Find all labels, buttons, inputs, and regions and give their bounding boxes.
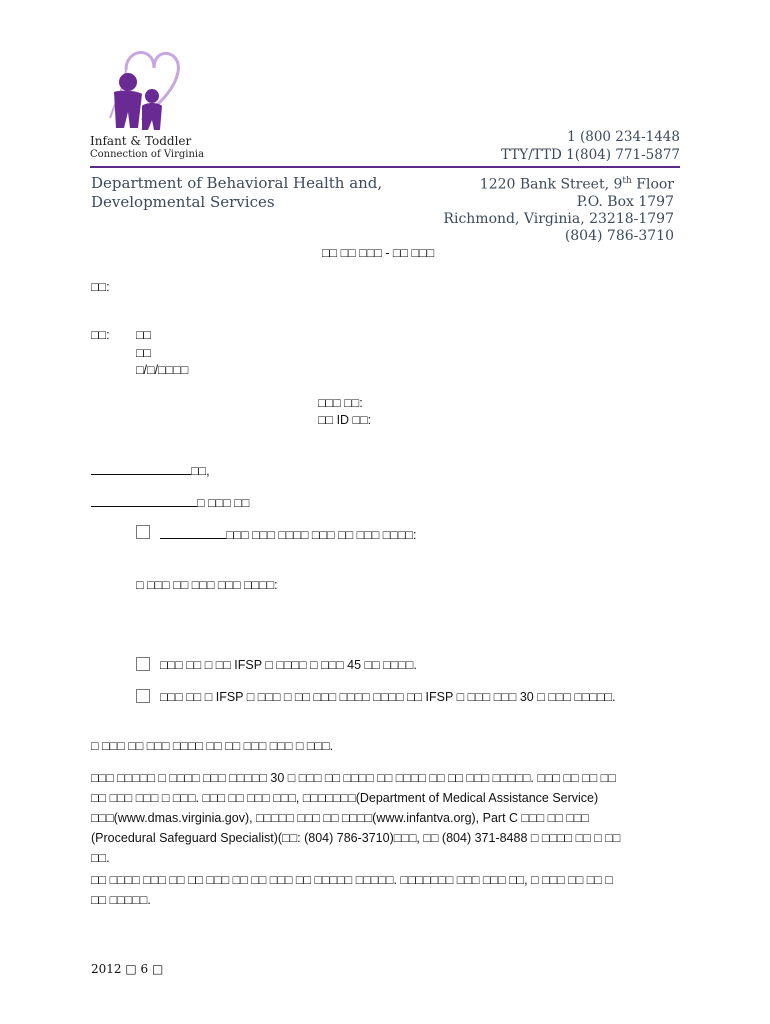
to-line-3: □/□/□□□□ — [136, 363, 189, 377]
phone: 1 (800 234-1448 — [567, 129, 680, 145]
date-label: □□: — [91, 280, 110, 294]
paragraph-2-line: □□□(www.dmas.virginia.gov), □□□□□ □□□ □□ □□□□(www.infantva.org), Part C □□□ □□ □□□ — [91, 811, 589, 825]
paragraph-3-line: □□ □□□□□. — [91, 893, 151, 907]
city: Richmond, Virginia, 23218-1797 — [443, 210, 674, 227]
salutation: □□, — [91, 462, 210, 478]
to-line-1: □□ — [136, 328, 152, 342]
paragraph-3 — [91, 870, 691, 910]
street: 1220 Bank Street, 9th Floor — [479, 176, 674, 193]
tty: TTY/TTD 1(804) 771-5877 — [501, 147, 680, 163]
paragraph-2-line: (Procedural Safeguard Specialist)(□□: (804) 786-3710)□□□, □□ (804) 371-8488 □ □□□□ □□ □ □□ — [91, 831, 621, 845]
department-line1: Department of Behavioral Health and, — [91, 174, 383, 192]
paragraph-1: □ □□□ □□ □□□ □□□□ □□ □□ □□□ □□□ □ □□□. — [91, 739, 334, 753]
checkbox-2[interactable] — [136, 657, 150, 671]
paragraph-3-line: □□ □□□□ □□□ □□ □□ □□□ □□ □□ □□□ □□ □□□□□ □□□□□. □□□□□□□ □□□ □□□ □□, □ □□□ □□ □□ □ — [91, 873, 613, 887]
to-line-2: □□ — [136, 346, 152, 360]
checkbox-1-text: □□□ □□□ □□□□ □□□ □□ □□□ □□□□: — [160, 526, 416, 542]
fax: (804) 786-3710 — [564, 227, 674, 244]
intro-line: □ □□□ □□ — [91, 494, 249, 510]
child-name-label: □□□ □□: — [318, 396, 363, 410]
pobox: P.O. Box 1797 — [576, 193, 674, 210]
department — [91, 174, 382, 212]
checkbox-1[interactable] — [136, 525, 150, 539]
header-rule — [90, 166, 680, 168]
child-id-label: □□ ID □□: — [318, 413, 372, 427]
checkbox-3[interactable] — [136, 689, 150, 703]
salutation-blank[interactable] — [91, 462, 191, 475]
intro-blank[interactable] — [91, 494, 197, 507]
address — [443, 173, 674, 245]
phone-block — [501, 128, 680, 164]
checkbox-1-blank[interactable] — [160, 526, 226, 539]
paragraph-2-line: □□ □□□ □□□ □ □□□. □□□ □□ □□□ □□□, □□□□□□□(Department of Medical Assistance Service) — [91, 791, 599, 805]
logo-line1: Infant & Toddler — [90, 134, 192, 148]
form-title: □□ □□ □□□ - □□ □□□ — [322, 246, 435, 260]
paragraph-2-line: □□□ □□□□□ □ □□□□ □□□ □□□□□ 30 □ □□□ □□ □□□□ □□ □□□□ □□ □□ □□□ □□□□□. □□□ □□ □□ □□ — [91, 771, 616, 785]
footer-date: 2012 □ 6 □ — [91, 962, 164, 976]
logo-heart-icon — [86, 40, 206, 130]
checkbox-2-text: □□□ □□ □ □□ IFSP □ □□□□ □ □□□ 45 □□ □□□□. — [160, 658, 417, 672]
reason-text: □ □□□ □□ □□□ □□□ □□□□: — [136, 578, 278, 592]
logo-line2: Connection of Virginia — [90, 149, 205, 160]
paragraph-2 — [91, 768, 691, 868]
logo — [86, 40, 206, 165]
department-line2: Developmental Services — [91, 193, 275, 211]
checkbox-3-text: □□□ □□ □ IFSP □ □□□ □ □□ □□□ □□□□ □□□□ □□ IFSP □ □□□ □□□ 30 □ □□□ □□□□□. — [160, 690, 616, 704]
to-label: □□: — [91, 328, 110, 342]
paragraph-2-line: □□. — [91, 851, 110, 865]
